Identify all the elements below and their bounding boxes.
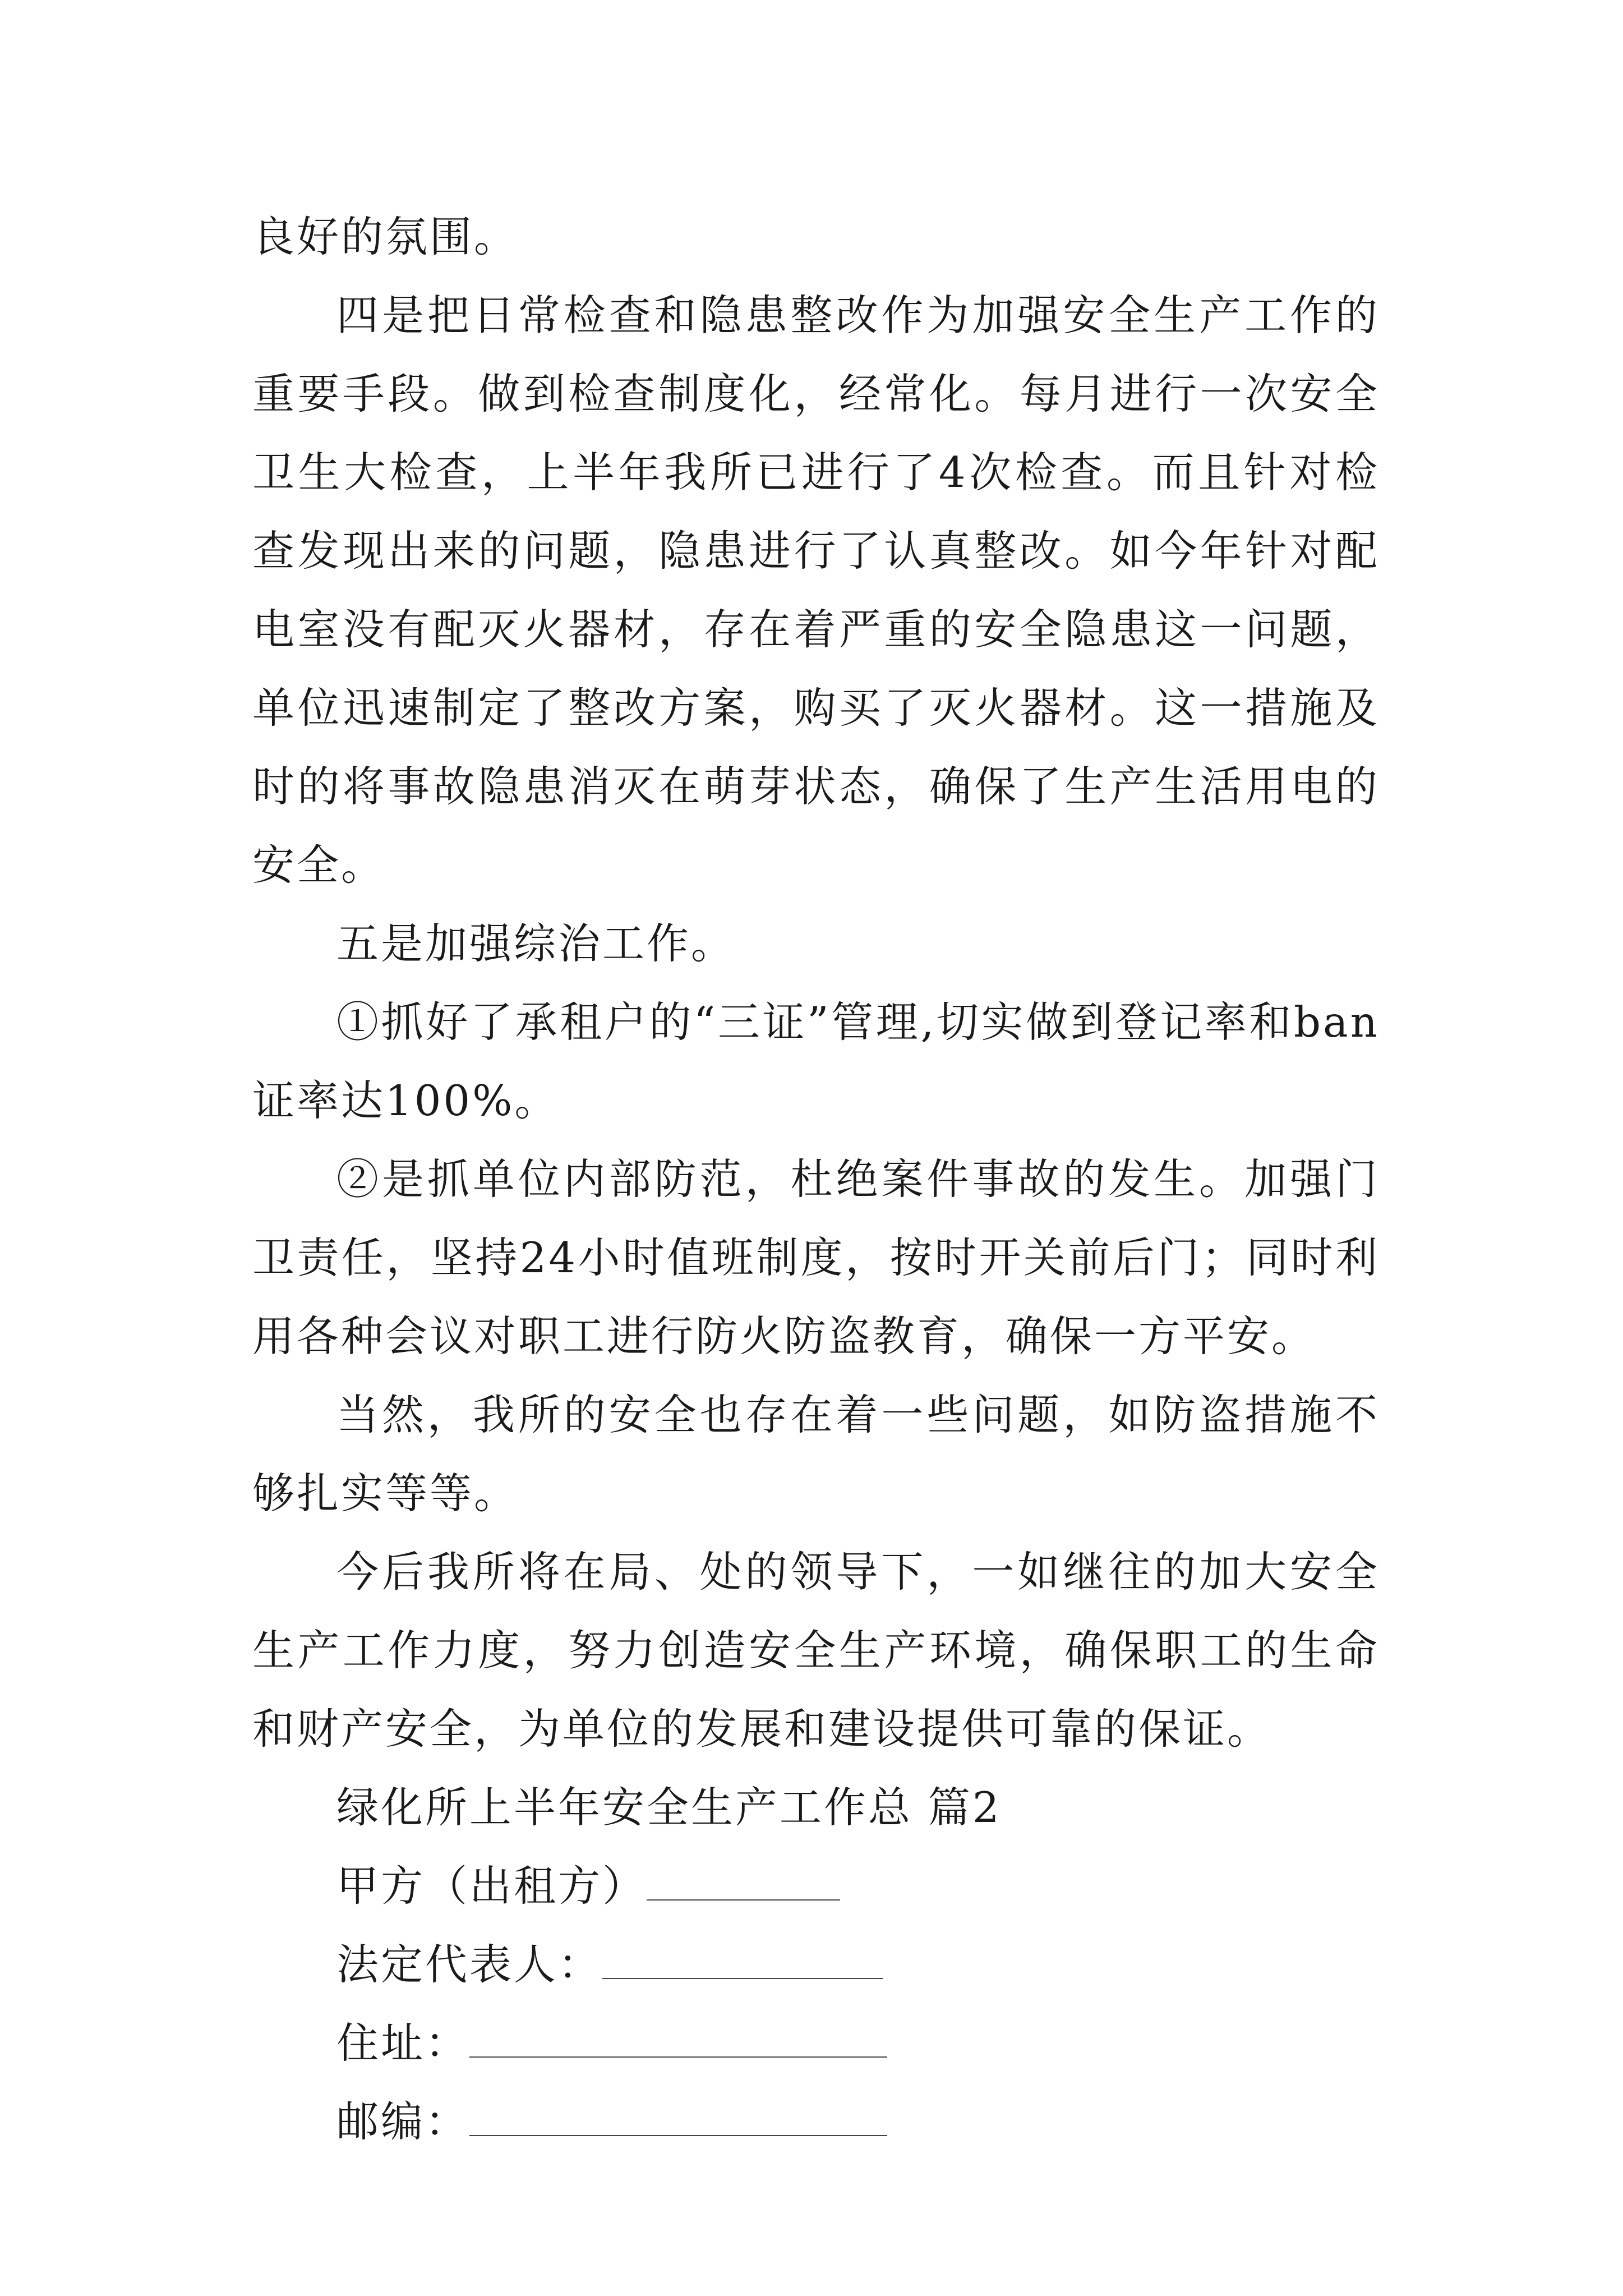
- paragraph-security-intro: 五是加强综治工作。: [336, 919, 736, 968]
- postcode-label: 邮编：: [336, 2097, 470, 2146]
- address-field: [252, 2004, 1380, 2082]
- paragraph-inspection: 四是把日常检查和隐患整改作为加强安全生产工作的重要手段。做到检查制度化，经常化。每月进行一次安全卫生大检查，上半年我所已进行了4次检查。而且针对检查发现出来的问题，隐患进行了认真整改。如今年针对配电室没有配灭火器材，存在着严重的安全隐患这一问题，单位迅速制定了整改方案，购买了灭火器材。这一措施及时的将事故隐患消灭在萌芽状态，确保了生产生活用电的安全。: [252, 291, 1380, 890]
- paragraph-closing-line: 良好的氛围。: [252, 212, 519, 261]
- paragraph-issues: 当然，我所的安全也存在着一些问题，如防盗措施不够扎实等等。: [252, 1390, 1380, 1518]
- lessor-blank-line: [647, 1877, 840, 1901]
- legal-representative-field: [252, 1925, 1380, 2004]
- legal-representative-label: 法定代表人：: [336, 1940, 603, 1989]
- paragraph-future-plan: 今后我所将在局、处的领导下，一如继往的加大安全生产工作力度，努力创造安全生产环境，确保职工的生命和财产安全，为单位的发展和建设提供可靠的保证。: [252, 1547, 1380, 1754]
- lessor-label: 甲方（出租方）: [336, 1861, 647, 1911]
- paragraph-tenant-certificates: ①抓好了承租户的“三证”管理,切实做到登记率和ban证率达100%。: [252, 997, 1380, 1125]
- legal-representative-blank-line: [602, 1955, 883, 1979]
- paragraph-internal-prevention: ②是抓单位内部防范，杜绝案件事故的发生。加强门卫责任，坚持24小时值班制度，按时开关前后门；同时利用各种会议对职工进行防火防盗教育，确保一方平安。: [252, 1154, 1380, 1361]
- document-body: [252, 197, 1380, 2161]
- address-label: 住址：: [336, 2018, 470, 2068]
- postcode-blank-line: [469, 2113, 887, 2136]
- section-heading: 绿化所上半年安全生产工作总 篇2: [336, 1783, 1002, 1832]
- lessor-field: [252, 1847, 1380, 1925]
- postcode-field: [252, 2082, 1380, 2161]
- address-blank-line: [469, 2034, 887, 2058]
